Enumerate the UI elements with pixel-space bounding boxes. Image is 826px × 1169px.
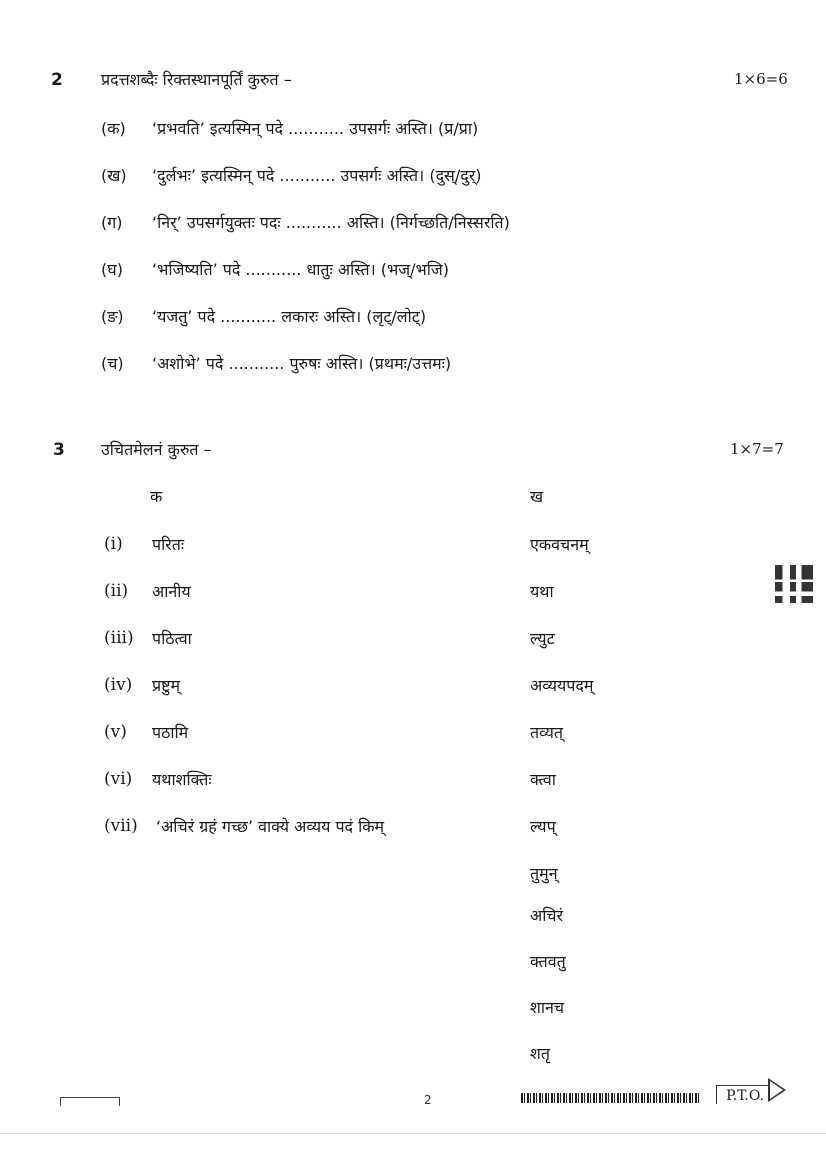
q2-item-text: ‘निर्’ उपसर्गयुक्तः पदः ........... अस्ति। (निर्गच्छति/निस्सरति) [152, 213, 510, 232]
qr-code-icon [775, 565, 813, 603]
q2-item-label: (घ) [101, 260, 123, 279]
col-a-item: परितः [152, 535, 185, 554]
col-b-item: एकवचनम् [530, 535, 589, 554]
page-number: 2 [424, 1093, 432, 1107]
col-b-item: अचिरं [530, 906, 564, 925]
barcode-icon [521, 1093, 699, 1103]
col-a-label: (v) [104, 722, 127, 742]
col-b-item: अव्ययपदम् [530, 676, 594, 695]
col-a-label: (iii) [104, 628, 134, 648]
col-a-item: आनीय [152, 582, 191, 601]
pto-label: P.T.O. [716, 1085, 773, 1104]
q2-item-text: ‘अशोभे’ पदे ........... पुरुषः अस्ति। (प्रथमः/उत्तमः) [152, 354, 452, 373]
col-a-label: (vi) [104, 769, 133, 789]
q2-item-label: (ख) [101, 166, 127, 185]
col-b-item: ल्यप् [530, 817, 556, 836]
col-b-item: क्त्वा [530, 770, 556, 789]
col-a-item: ‘अचिरं ग्रहं गच्छ’ वाक्ये अव्यय पदं किम् [156, 817, 385, 836]
col-b-item: तव्यत् [530, 723, 563, 742]
col-b-item: तुमुन् [530, 864, 558, 883]
col-a-label: (iv) [104, 675, 133, 695]
q2-item-label: (क) [101, 119, 126, 138]
col-a-label: (vii) [104, 816, 138, 836]
q2-item-text: ‘प्रभवति’ इत्यस्मिन् पदे ........... उपसर्गः अस्ति। (प्र/प्रा) [152, 119, 479, 138]
col-a-item: पठित्वा [152, 629, 192, 648]
col-a-label: (ii) [104, 581, 129, 601]
q3-instruction: उचितमेलनं कुरुत – [101, 440, 212, 459]
q2-item-text: ‘भजिष्यति’ पदे ........... धातुः अस्ति। (भज्/भजि) [152, 260, 449, 279]
q2-item-text: ‘यजतु’ पदे ........... लकारः अस्ति। (लृट्/लोट्) [152, 307, 427, 326]
arrow-right-icon [768, 1078, 786, 1102]
q2-item-text: ‘दुर्लभः’ इत्यस्मिन् पदे ........... उपसर्गः अस्ति। (दुस्/दुर्) [152, 166, 482, 185]
q3-marks: 1×7=7 [730, 440, 784, 458]
q3-number: 3 [53, 440, 65, 460]
col-a-item: प्रष्टुम् [152, 676, 181, 695]
col-b-item: क्तवतु [530, 952, 566, 971]
col-b-item: शानच [530, 998, 565, 1017]
q2-number: 2 [51, 70, 63, 90]
q2-item-label: (च) [101, 354, 124, 373]
q2-marks: 1×6=6 [734, 70, 788, 88]
col-a-item: यथाशक्तिः [152, 770, 212, 789]
col-a-label: (i) [104, 534, 123, 554]
q2-instruction: प्रदत्तशब्दैः रिक्तस्थानपूर्तिं कुरुत – [101, 70, 292, 89]
page-bottom-divider [0, 1133, 826, 1134]
col-a-item: पठामि [152, 723, 189, 742]
column-a-header: क [150, 487, 163, 506]
column-b-header: ख [530, 487, 544, 506]
q2-item-label: (ङ) [101, 307, 124, 326]
col-b-item: ल्युट [530, 629, 555, 648]
col-b-item: शतृ [530, 1044, 551, 1063]
q2-item-label: (ग) [101, 213, 123, 232]
col-b-item: यथा [530, 582, 554, 601]
corner-mark [60, 1097, 120, 1106]
